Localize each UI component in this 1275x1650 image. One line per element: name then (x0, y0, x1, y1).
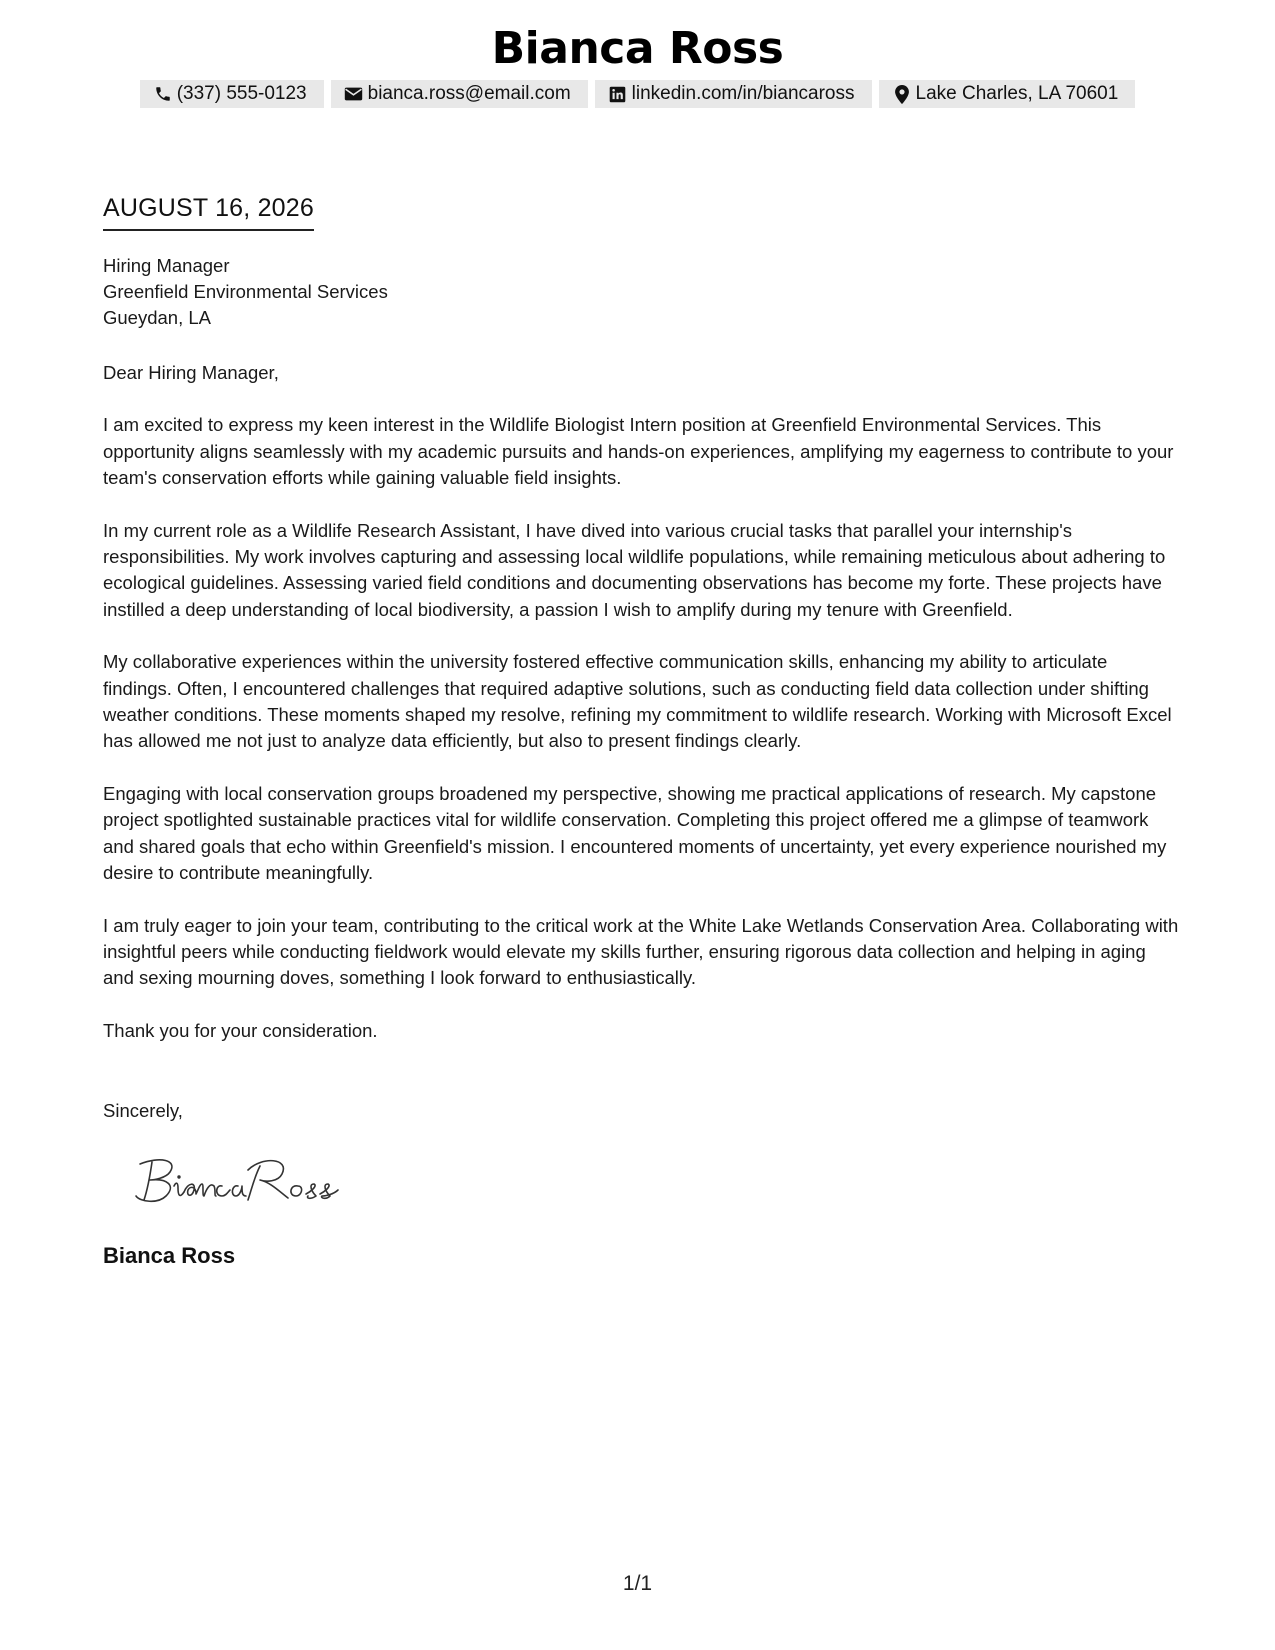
phone-icon (153, 84, 173, 104)
recipient-title: Hiring Manager (103, 255, 230, 276)
signed-name: Bianca Ross (103, 1243, 236, 1268)
email-link[interactable]: bianca.ross@email.com (367, 83, 571, 104)
recipient-location: Gueydan, LA (103, 307, 211, 328)
applicant-name-header: Bianca Ross (491, 23, 784, 74)
salutation: Dear Hiring Manager, (103, 362, 279, 383)
letter-body (103, 360, 1181, 1070)
recipient-company: Greenfield Environmental Services (103, 281, 388, 302)
letter-paragraph: Engaging with local conservation groups broadened my perspective, showing me practical applications of research. My capstone project spotlighted sustainable practices vital for wildlife conservation. Completing this project offered me a glimpse of teamwork and shared goals that echo within Greenfield's mission. I encountered moments of uncertainty, yet every experience nourished my desire to contribute meaningfully. (103, 782, 1167, 884)
map-pin-icon (892, 84, 912, 104)
letter-paragraph: I am truly eager to join your team, contributing to the critical work at the White Lake Wetlands Conservation Area. Collaborating with insightful peers while conducting fieldwork would elevate my skills further, ensuring rigorous data collection and helping in aging and sexing mourning doves, something I look forward to enthusiastically. (103, 914, 1179, 989)
letter-paragraph: In my current role as a Wildlife Research Assistant, I have dived into various crucial tasks that parallel your internship's responsibilities. My work involves capturing and assessing local wildlife populations, while remaining meticulous about adhering to ecological guidelines. Assessing varied field conditions and documenting observations has become my forte. These projects have instilled a deep understanding of local biodiversity, a passion I wish to amplify during my tenure with Greenfield. (103, 519, 1166, 620)
location-text: Lake Charles, LA 70601 (915, 83, 1119, 104)
page-number: 1/1 (622, 1572, 653, 1595)
letter-paragraph: My collaborative experiences within the university fostered effective communication skills, enhancing my ability to articulate findings. Often, I encountered challenges that required adaptive solutions, such as conducting field data collection under shifting weather conditions. These moments shaped my resolve, refining my commitment to wildlife research. Working with Microsoft Excel has allowed me not just to analyze data efficiently, but also to present findings clearly. (103, 651, 1172, 752)
contact-phone (140, 80, 324, 108)
envelope-icon (344, 84, 364, 104)
contact-email[interactable] (331, 80, 588, 108)
contact-bar (0, 80, 1275, 108)
linkedin-link[interactable]: linkedin.com/in/biancaross (631, 83, 855, 104)
closing: Sincerely, (103, 1100, 183, 1121)
letter-date: AUGUST 16, 2026 (103, 193, 314, 231)
thank-you-line: Thank you for your consideration. (103, 1019, 378, 1041)
phone-text: (337) 555-0123 (176, 83, 307, 104)
recipient-block (103, 253, 388, 331)
contact-linkedin[interactable] (595, 80, 872, 108)
signature-image (130, 1152, 360, 1214)
contact-location (879, 80, 1136, 108)
letter-paragraph: I am excited to express my keen interest in the Wildlife Biologist Intern position at Greenfield Environmental Services. This opportunity aligns seamlessly with my academic pursuits and hands-on experiences, amplifying my eagerness to contribute to your team's conservation efforts while gaining valuable field insights. (103, 414, 1174, 489)
linkedin-icon (608, 84, 628, 104)
